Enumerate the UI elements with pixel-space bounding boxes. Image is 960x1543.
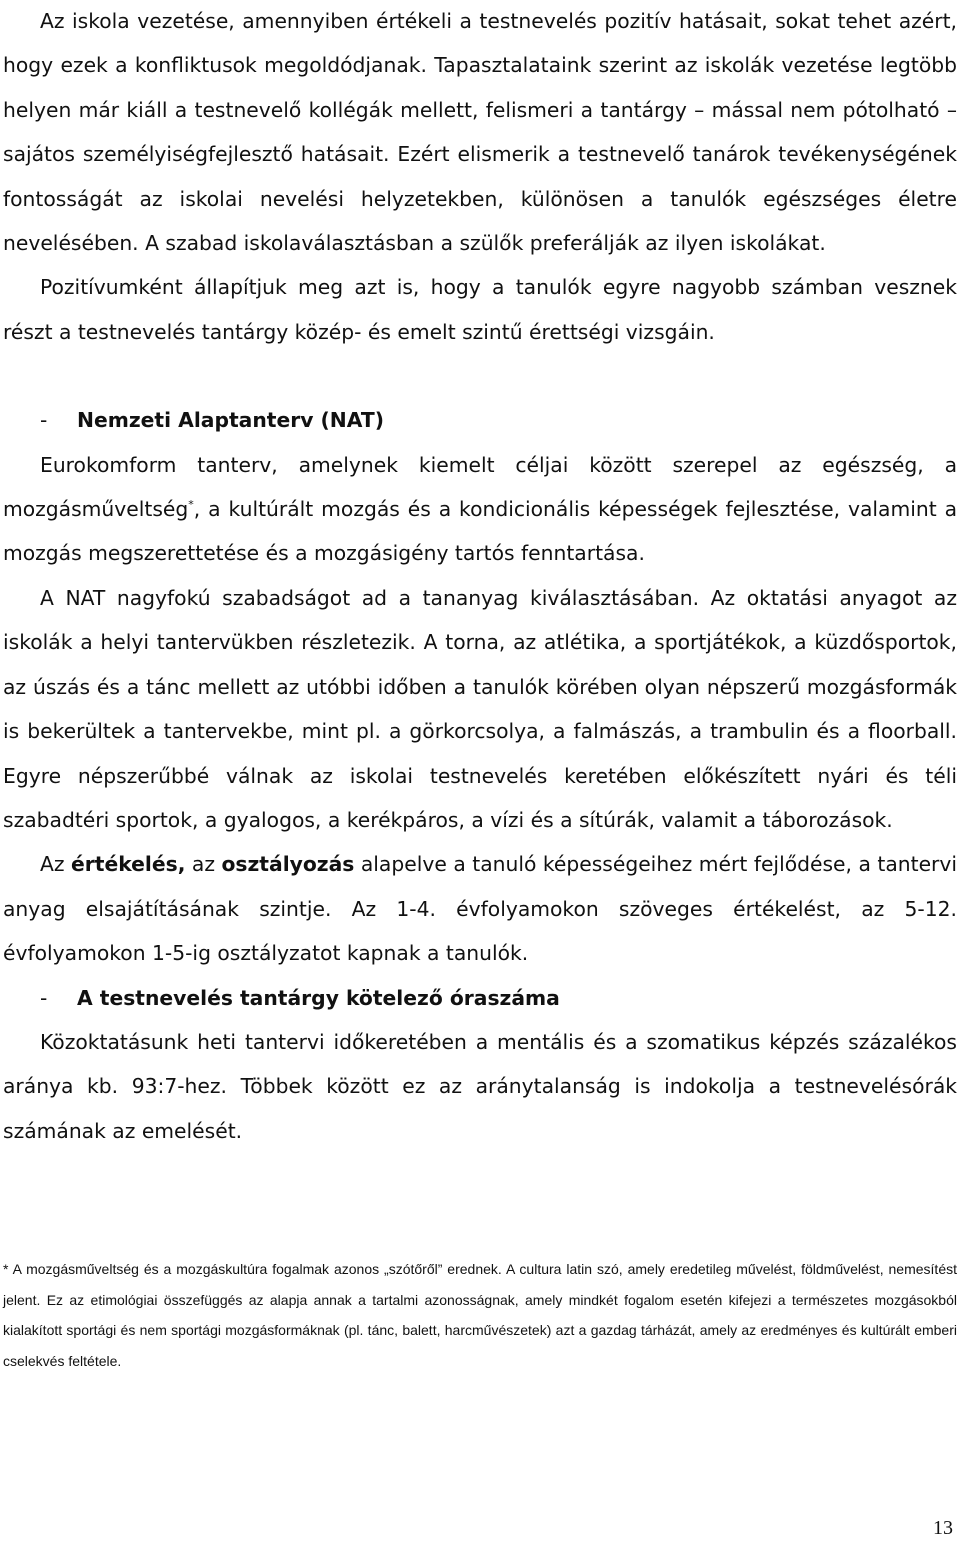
paragraph-evaluation-post: alapelve a tanuló képességeihez mért fejlődése, a tantervi anyag elsajátításának szintje. Az 1-4. évfolyamokon szöveges értékelést, az 5-12. évfolyamokon 1-5-ig osztályzatot kapnak a tanulók. bbox=[3, 852, 958, 966]
paragraph-evaluation bbox=[3, 842, 957, 975]
heading-dash: - bbox=[40, 408, 48, 433]
heading-lesson-count-text: A testnevelés tantárgy kötelező óraszáma bbox=[77, 985, 560, 1010]
heading-lesson-count bbox=[3, 976, 957, 1020]
footnote: * A mozgásműveltség és a mozgáskultúra fogalmak azonos „szótőről” erednek. A cultura latin szó, amely eredetileg művelést, földművelést, nemesítést jelent. Ez az etimológiai összefüggés az alapja annak a tartalmi azonosságnak, amely mindkét fogalom esetén kifejezi a természetes mozgásokból kialakított sportági és nem sportági mozgásformáknak (pl. tánc, balett, harcművészetek) azt a gazdag tárházát, amely az eredményes és kultúrált emberi cselekvés feltétele. bbox=[3, 1261, 957, 1369]
footnote-marker: * bbox=[188, 498, 194, 512]
paragraph-eurokomform-part2: , a kultúrált mozgás és a kondicionális képességek fejlesztése, valamint a mozgás megszerettetése és a mozgásigény tartós fenntartása. bbox=[3, 497, 957, 566]
page-number: 13 bbox=[933, 1517, 953, 1539]
heading-dash: - bbox=[40, 985, 48, 1010]
paragraph-school-leadership: Az iskola vezetése, amennyiben értékeli a testnevelés pozitív hatásait, sokat tehet azért, hogy ezek a konfliktusok megoldódjanak. Tapasztalataink szerint az iskolák vezetése legtöbb helyen már kiáll a testnevelő kollégák mellett, felismeri a tantárgy – mással nem pótolható – sajátos személyiségfejlesztő hatásait. Ezért elismerik a testnevelő tanárok tevékenységének fontosságát az iskolai nevelési helyzetekben, különösen a tanulók egészséges életre nevelésében. A szabad iskolaválasztásban a szülők preferálják az ilyen iskolákat. bbox=[3, 9, 957, 256]
heading-nat bbox=[3, 398, 957, 442]
paragraph-time-ratio: Közoktatásunk heti tantervi időkeretében a mentális és a szomatikus képzés százalékos aránya kb. 93:7-hez. Többek között ez az aránytalanság is indokolja a testnevelésórák számának az emelését. bbox=[3, 1029, 957, 1143]
paragraph-nat-freedom: A NAT nagyfokú szabadságot ad a tananyag kiválasztásában. Az oktatási anyagot az iskolák a helyi tantervükben részletezik. A torna, az atlétika, a sportjátékok, a küzdősportok, az úszás és a tánc mellett az utóbbi időben a tanulók körében olyan népszerű mozgásformák is bekerültek a tantervekbe, mint pl. a görkorcsolya, a falmászás, a trambulin és a floorball. Egyre népszerűbbé válnak az iskolai testnevelés keretében előkészített nyári és téli szabadtéri sportok, a gyalogos, a kerékpáros, a vízi és a sítúrák, valamit a táborozások. bbox=[3, 585, 957, 832]
paragraph-eurokomform bbox=[3, 443, 957, 576]
term-osztalyozas: osztályozás bbox=[221, 852, 355, 877]
heading-nat-text: Nemzeti Alaptanterv (NAT) bbox=[77, 408, 385, 433]
paragraph-evaluation-mid: az bbox=[185, 852, 222, 877]
paragraph-evaluation-pre: Az bbox=[40, 852, 72, 877]
paragraph-positive-findings: Pozitívumként állapítjuk meg azt is, hogy a tanulók egyre nagyobb számban vesznek részt a testnevelés tantárgy közép- és emelt szintű érettségi vizsgáin. bbox=[3, 275, 957, 344]
paragraph-eurokomform-part1: Eurokomform tanterv, amelynek kiemelt céljai között szerepel az egészség, a mozgásműveltség bbox=[3, 452, 957, 522]
spacer bbox=[3, 354, 957, 398]
term-ertekeles: értékelés, bbox=[71, 852, 186, 877]
